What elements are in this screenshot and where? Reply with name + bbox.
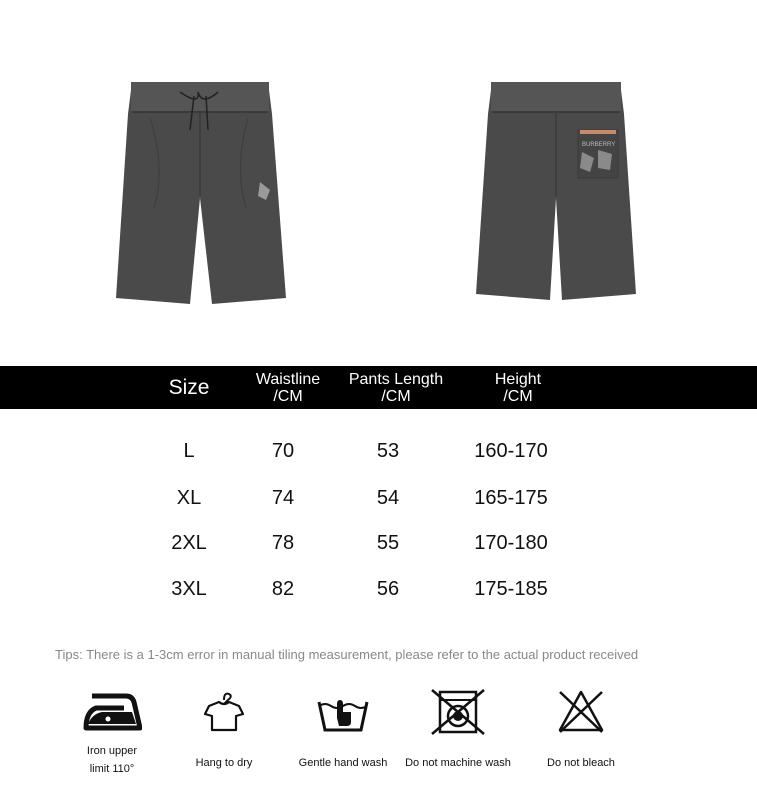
header-height: Height /CM	[494, 370, 542, 405]
care-hand-wash: Gentle hand wash	[292, 688, 394, 772]
table-row	[0, 532, 757, 562]
waist-cell: 78	[271, 532, 295, 554]
table-row	[0, 487, 757, 517]
hand-wash-icon	[292, 688, 394, 734]
size-cell: 2XL	[171, 532, 207, 554]
height-cell: 160-170	[474, 440, 548, 462]
table-row	[0, 578, 757, 608]
length-cell: 53	[376, 440, 400, 462]
length-cell: 54	[376, 487, 400, 509]
care-hang-dry: Hang to dry	[188, 688, 260, 772]
size-cell: XL	[176, 487, 202, 509]
header-pants-length: Pants Length /CM	[348, 370, 444, 405]
hanger-icon	[188, 688, 260, 734]
table-row	[0, 440, 757, 470]
size-cell: 3XL	[171, 578, 207, 600]
svg-text:BURBERRY: BURBERRY	[582, 142, 616, 148]
height-cell: 175-185	[474, 578, 548, 600]
measurement-tip: Tips: There is a 1-3cm error in manual tiling measurement, please refer to the actual product received	[55, 647, 639, 662]
waist-cell: 70	[271, 440, 295, 462]
size-cell: L	[183, 440, 195, 462]
header-waistline: Waistline /CM	[255, 370, 321, 405]
size-table-header	[0, 366, 757, 409]
care-no-bleach: Do not bleach	[536, 688, 626, 772]
no-bleach-icon	[536, 688, 626, 736]
waist-cell: 74	[271, 487, 295, 509]
header-size: Size	[168, 375, 210, 399]
iron-icon	[78, 688, 146, 734]
height-cell: 165-175	[474, 487, 548, 509]
waist-cell: 82	[271, 578, 295, 600]
height-cell: 170-180	[474, 532, 548, 554]
length-cell: 56	[376, 578, 400, 600]
front-shorts-image	[110, 78, 288, 308]
care-no-machine-wash: Do not machine wash	[398, 688, 518, 772]
length-cell: 55	[376, 532, 400, 554]
no-machine-wash-icon	[398, 688, 518, 736]
care-iron: Iron upper limit 110°	[78, 688, 146, 778]
back-shorts-image	[474, 78, 638, 308]
